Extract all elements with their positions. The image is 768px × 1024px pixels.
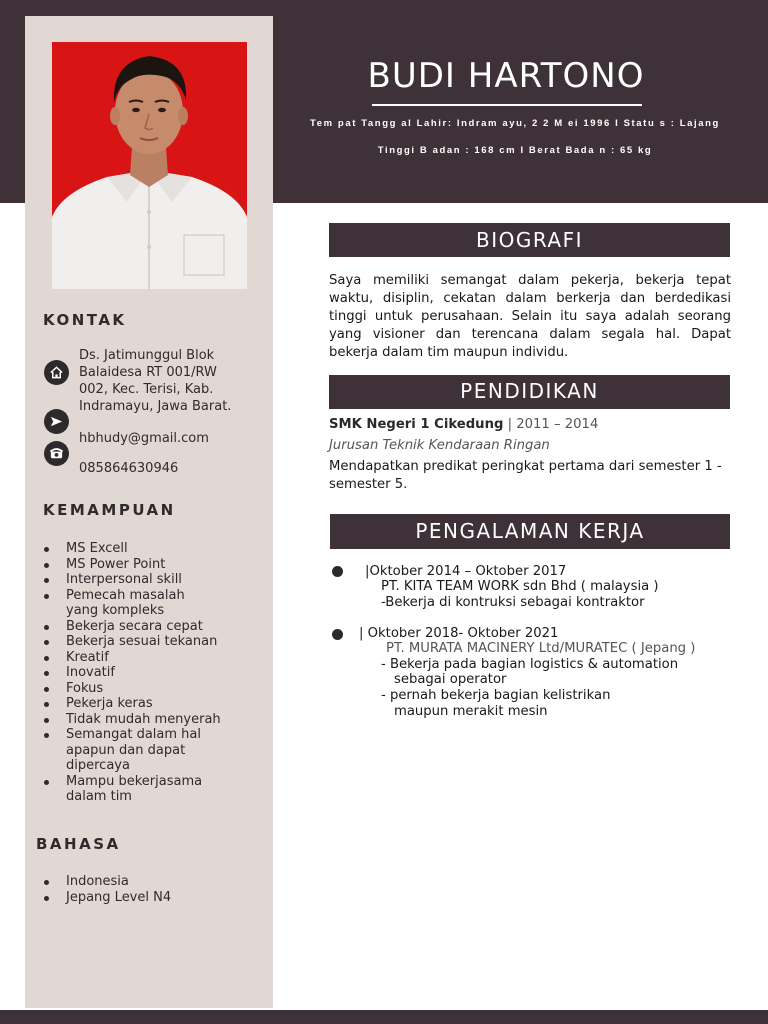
email-text[interactable]: hbhudy@gmail.com bbox=[79, 431, 209, 446]
school-major: Jurusan Teknik Kendaraan Ringan bbox=[329, 438, 550, 453]
list-item: Kreatif bbox=[44, 650, 264, 666]
list-item: Pekerja keras bbox=[44, 696, 264, 712]
phone-text[interactable]: 085864630946 bbox=[79, 461, 179, 476]
job2-desc-2b: maupun merakit mesin bbox=[394, 704, 548, 719]
list-item: Jepang Level N4 bbox=[44, 890, 264, 906]
list-item: Interpersonal skill bbox=[44, 572, 264, 588]
kontak-heading: KONTAK bbox=[43, 311, 127, 329]
list-item: Semangat dalam hal apapun dan dapat dipercaya bbox=[44, 727, 264, 774]
job-bullet bbox=[332, 566, 343, 577]
list-item: Bekerja secara cepat bbox=[44, 619, 264, 635]
phone-icon bbox=[44, 441, 69, 466]
profile-photo bbox=[52, 42, 247, 289]
list-item: Inovatif bbox=[44, 665, 264, 681]
school-name: SMK Negeri 1 Cikedung bbox=[329, 417, 504, 432]
birth-status-line: Tem pat Tangg al Lahir: Indram ayu, 2 2 M ei 1996 I Statu s : Lajang bbox=[310, 118, 720, 129]
biografi-text: Saya memiliki semangat dalam pekerja, bekerja tepat waktu, disiplin, cekatan dalam berkerja dan berdedikasi tinggi untuk perusahaan. Selain itu saya adalah seorang yang visioner dan terencana dalam segala hal. Dapat bekerja dalam tim maupun individu. bbox=[329, 273, 731, 360]
list-item: Tidak mudah menyerah bbox=[44, 712, 264, 728]
job2-period: | Oktober 2018- Oktober 2021 bbox=[359, 626, 559, 641]
biografi-heading: BIOGRAFI bbox=[329, 223, 730, 257]
list-item: Pemecah masalah yang kompleks bbox=[44, 588, 264, 619]
job1-period: |Oktober 2014 – Oktober 2017 bbox=[365, 564, 567, 579]
list-item: MS Excell bbox=[44, 541, 264, 557]
school-achievement: Mendapatkan predikat peringkat pertama dari semester 1 - semester 5. bbox=[329, 459, 722, 492]
list-item: MS Power Point bbox=[44, 557, 264, 573]
job1-desc: -Bekerja di kontruksi sebagai kontraktor bbox=[381, 595, 645, 610]
name-underline bbox=[372, 104, 642, 106]
portrait-illustration bbox=[52, 42, 247, 289]
list-item: Bekerja sesuai tekanan bbox=[44, 634, 264, 650]
job-bullet bbox=[332, 629, 343, 640]
footer-band bbox=[0, 1010, 768, 1024]
list-item: Indonesia bbox=[44, 874, 264, 890]
school-line bbox=[329, 417, 598, 432]
skills-list bbox=[44, 541, 264, 805]
job2-desc-2a: - pernah bekerja bagian kelistrikan bbox=[381, 688, 611, 703]
job2-desc-1b: sebagai operator bbox=[394, 672, 507, 687]
height-weight-line: Tinggi B adan : 168 cm I Berat Bada n : 65 kg bbox=[377, 145, 653, 156]
kemampuan-heading: KEMAMPUAN bbox=[43, 501, 176, 519]
job2-desc-1a: - Bekerja pada bagian logistics & automation bbox=[381, 657, 679, 672]
language-list bbox=[44, 874, 264, 905]
bahasa-heading: BAHASA bbox=[36, 835, 121, 853]
school-years: | 2011 – 2014 bbox=[503, 417, 599, 432]
address: Ds. Jatimunggul Blok Balaidesa RT 001/RW 002, Kec. Terisi, Kab. Indramayu, Jawa Barat. bbox=[79, 348, 232, 414]
home-icon bbox=[44, 360, 69, 385]
job1-company: PT. KITA TEAM WORK sdn Bhd ( malaysia ) bbox=[381, 579, 659, 594]
send-icon bbox=[44, 409, 69, 434]
list-item: Fokus bbox=[44, 681, 264, 697]
list-item: Mampu bekerjasama dalam tim bbox=[44, 774, 264, 805]
job2-company: PT. MURATA MACINERY Ltd/MURATEC ( Jepang ) bbox=[386, 641, 696, 656]
pendidikan-heading: PENDIDIKAN bbox=[329, 375, 730, 409]
full-name: BUDI HARTONO bbox=[367, 56, 645, 96]
pengalaman-heading: PENGALAMAN KERJA bbox=[330, 514, 730, 549]
